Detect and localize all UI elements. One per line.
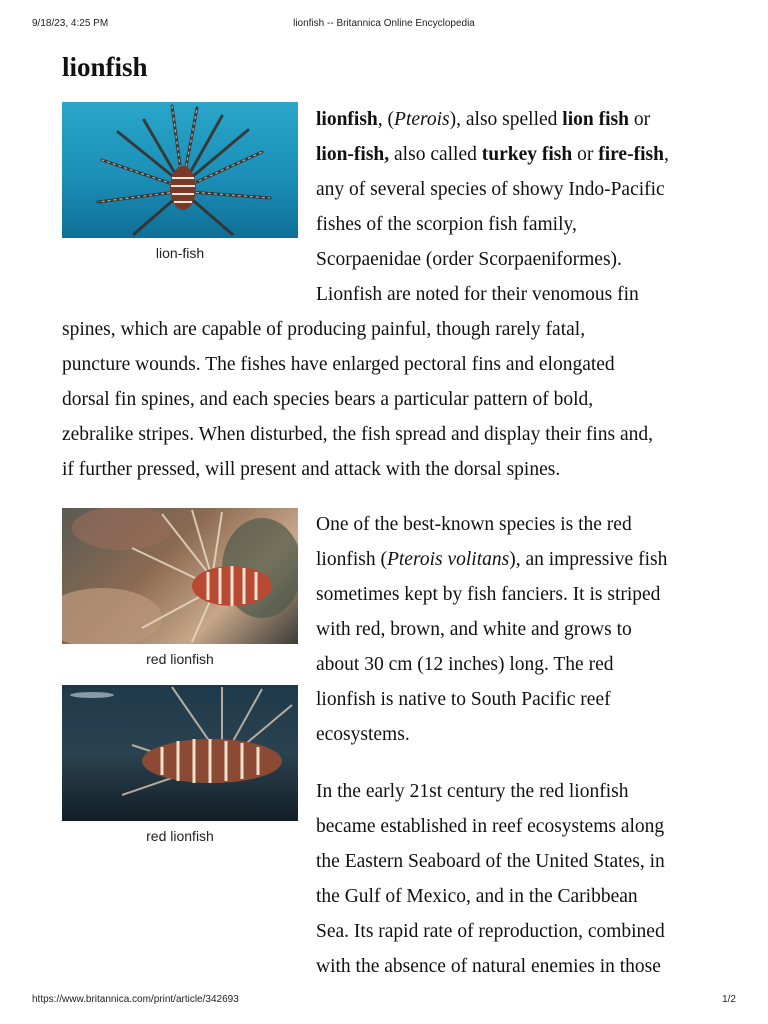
text-line: puncture wounds. The fishes have enlarged pectoral fins and elongated: [62, 354, 615, 375]
figure-lion-fish: [62, 102, 298, 261]
text-line: lionfish is native to South Pacific reef: [316, 689, 611, 710]
text-run: ), an impressive fish: [509, 549, 668, 570]
print-doc-title: lionfish -- Britannica Online Encyclopedia: [293, 18, 475, 29]
invasive-species-paragraph: [316, 774, 716, 984]
text-line: [316, 542, 716, 577]
text-line: with red, brown, and white and grows to: [316, 619, 632, 640]
lionfish-illustration: [62, 102, 298, 238]
text-line: Sea. Its rapid rate of reproduction, combined: [316, 921, 665, 942]
text-line: zebralike stripes. When disturbed, the fish spread and display their fins and,: [62, 424, 653, 445]
red-lionfish-paragraph: [316, 507, 716, 752]
text-run: lionfish (: [316, 549, 387, 570]
text-line: any of several species of showy Indo-Pacific: [316, 179, 665, 200]
genus-name: Pterois: [394, 109, 450, 130]
page-number: 1/2: [722, 994, 736, 1005]
text-line: about 30 cm (12 inches) long. The red: [316, 654, 614, 675]
red-lionfish-photo[interactable]: [62, 685, 298, 821]
text-run: ), also spelled: [449, 109, 563, 130]
red-lionfish-illustration: [62, 685, 298, 821]
text-line: [316, 102, 716, 137]
lionfish-photo[interactable]: [62, 102, 298, 238]
text-run: also called: [389, 144, 482, 165]
print-footer: [0, 994, 768, 1008]
text-line: with the absence of natural enemies in those: [316, 956, 661, 977]
print-url: https://www.britannica.com/print/article/342693: [32, 994, 239, 1005]
text-line: the Eastern Seaboard of the United States, in: [316, 851, 665, 872]
text-line: One of the best-known species is the red: [316, 514, 632, 535]
text-line: became established in reef ecosystems along: [316, 816, 665, 837]
text-line: fishes of the scorpion fish family,: [316, 214, 577, 235]
text-line: sometimes kept by fish fanciers. It is striped: [316, 584, 661, 605]
figure-caption: red lionfish: [146, 828, 214, 844]
term-lionfish: lionfish: [316, 109, 378, 130]
text-line: Scorpaenidae (order Scorpaeniformes).: [316, 249, 622, 270]
red-lionfish-photo[interactable]: [62, 508, 298, 644]
print-datetime: 9/18/23, 4:25 PM: [32, 18, 109, 29]
species-name: Pterois volitans: [386, 549, 510, 570]
alt-name-lion-hyphen-fish: lion-fish,: [316, 144, 390, 165]
text-line: Lionfish are noted for their venomous fin: [316, 284, 639, 305]
text-line: spines, which are capable of producing painful, though rarely fatal,: [62, 319, 586, 340]
intro-paragraph-bottom: [62, 312, 712, 487]
figure-caption: lion-fish: [155, 245, 205, 261]
print-header: [0, 18, 768, 32]
text-line: ecosystems.: [316, 724, 410, 745]
text-line: [316, 137, 716, 172]
text-run: or: [628, 109, 651, 130]
article-title: lionfish: [62, 52, 148, 82]
alt-name-turkey-fish: turkey fish: [481, 144, 573, 165]
text-line: dorsal fin spines, and each species bears a particular pattern of bold,: [62, 389, 594, 410]
figure-red-lionfish-1: [62, 508, 298, 667]
text-run: ,: [663, 144, 669, 165]
text-line: In the early 21st century the red lionfish: [316, 781, 629, 802]
text-line: if further pressed, will present and attack with the dorsal spines.: [62, 459, 561, 480]
figure-red-lionfish-2: [62, 685, 298, 844]
intro-paragraph-top: [316, 102, 716, 312]
text-line: the Gulf of Mexico, and in the Caribbean: [316, 886, 638, 907]
text-run: or: [572, 144, 599, 165]
alt-name-fire-fish: fire-fish: [598, 144, 664, 165]
figure-caption: red lionfish: [146, 651, 214, 667]
text-run: , (: [377, 109, 395, 130]
alt-name-lion-fish: lion fish: [562, 109, 629, 130]
red-lionfish-illustration: [62, 508, 298, 644]
